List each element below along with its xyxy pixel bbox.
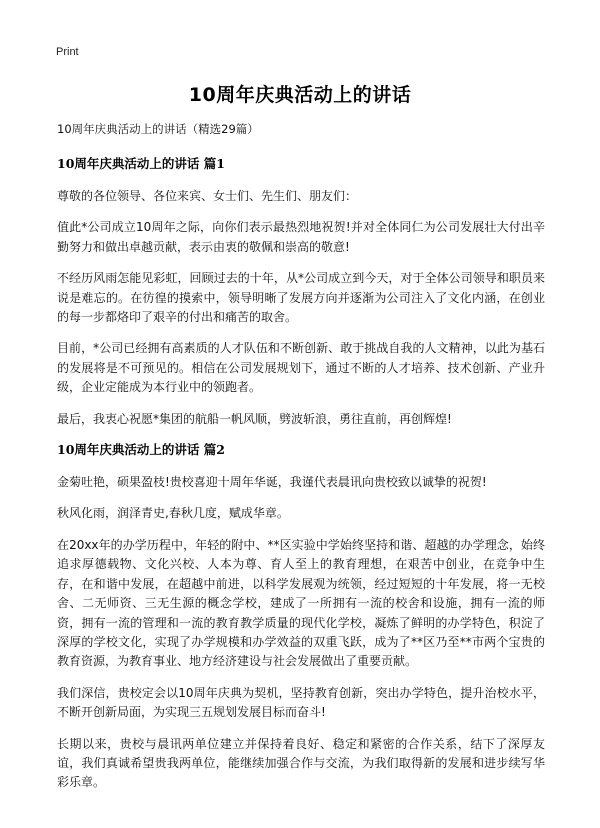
document-body bbox=[57, 121, 545, 805]
paragraph: 金菊吐艳，硕果盈枝!贵校喜迎十周年华诞，我谨代表晨讯向贵校致以诚挚的祝贺! bbox=[57, 475, 487, 490]
paragraph: 目前，*公司已经拥有高素质的人才队伍和不断创新、敢于挑战自我的人文精神，以此为基石的发展将是不可预见的。相信在公司发展规划下，通过不断的人才培养、技术创新、产业升级，企业定能成为本行业中的领跑者。 bbox=[57, 341, 545, 395]
paragraph: 不经历风雨怎能见彩虹，回顾过去的十年，从*公司成立到今天，对于全体公司领导和职员来说是难忘的。在彷徨的摸索中，领导明晰了发展方向并逐渐为公司注入了文化内涵，在创业的每一步都烙印了艰辛的付出和痛苦的取舍。 bbox=[57, 271, 545, 325]
paragraph: 值此*公司成立10周年之际，向你们表示最热烈地祝贺!并对全体同仁为公司发展壮大付出辛勤努力和做出卓越贡献，表示由衷的敬佩和崇高的敬意! bbox=[57, 220, 545, 254]
document-subtitle: 10周年庆典活动上的讲话（精选29篇） bbox=[57, 122, 259, 136]
section-heading-1: 10周年庆典活动上的讲话 篇1 bbox=[57, 156, 225, 171]
paragraph: 长期以来，贵校与晨讯两单位建立并保持着良好、稳定和紧密的合作关系，结下了深厚友谊，我们真诚希望贵我两单位，能继续加强合作与交流，为我们取得新的发展和进步续写华彩乐章。 bbox=[57, 736, 545, 790]
page-title: 10周年庆典活动上的讲话 bbox=[188, 84, 412, 106]
paragraph: 我们深信，贵校定会以10周年庆典为契机，坚持教育创新，突出办学特色，提升治校水平，不断开创新局面，为实现三五规划发展目标而奋斗! bbox=[57, 685, 545, 720]
paragraph: 尊敬的各位领导、各位来宾、女士们、先生们、朋友们： bbox=[57, 189, 358, 203]
paragraph: 在20xx年的办学历程中，年轻的附中、**区实验中学始终坚持和谐、超越的办学理念，始终追求厚德载物、文化兴校、人本为尊、育人至上的教育理想，在艰苦中创业，在竞争中生存，在和谐中发展，在超越中前进，以科学发展观为统领，经过短短的十年发展，将一无校舍、二无师资、三无生源的概念学校，建成了一所拥有一流的校舍和设施，拥有一流的师资，拥有一流的管理和一流的教育教学质量的现代化学校，凝炼了鲜明的办学特色，积淀了深厚的学校文化，实现了办学规模和办学效益的双重飞跃，成为了**区乃至**市两个宝贵的教育资源，为教育事业、地方经济建设与社会发展做出了重要贡献。 bbox=[57, 537, 545, 669]
paragraph: 最后，我衷心祝愿*集团的航船一帆风顺，劈波斩浪，勇往直前，再创辉煌! bbox=[57, 411, 452, 426]
paragraph: 秋风化雨，润泽青史,春秋几度，赋成华章。 bbox=[57, 506, 289, 521]
section-heading-2: 10周年庆典活动上的讲话 篇2 bbox=[57, 442, 225, 458]
print-link[interactable]: Print bbox=[56, 46, 79, 58]
